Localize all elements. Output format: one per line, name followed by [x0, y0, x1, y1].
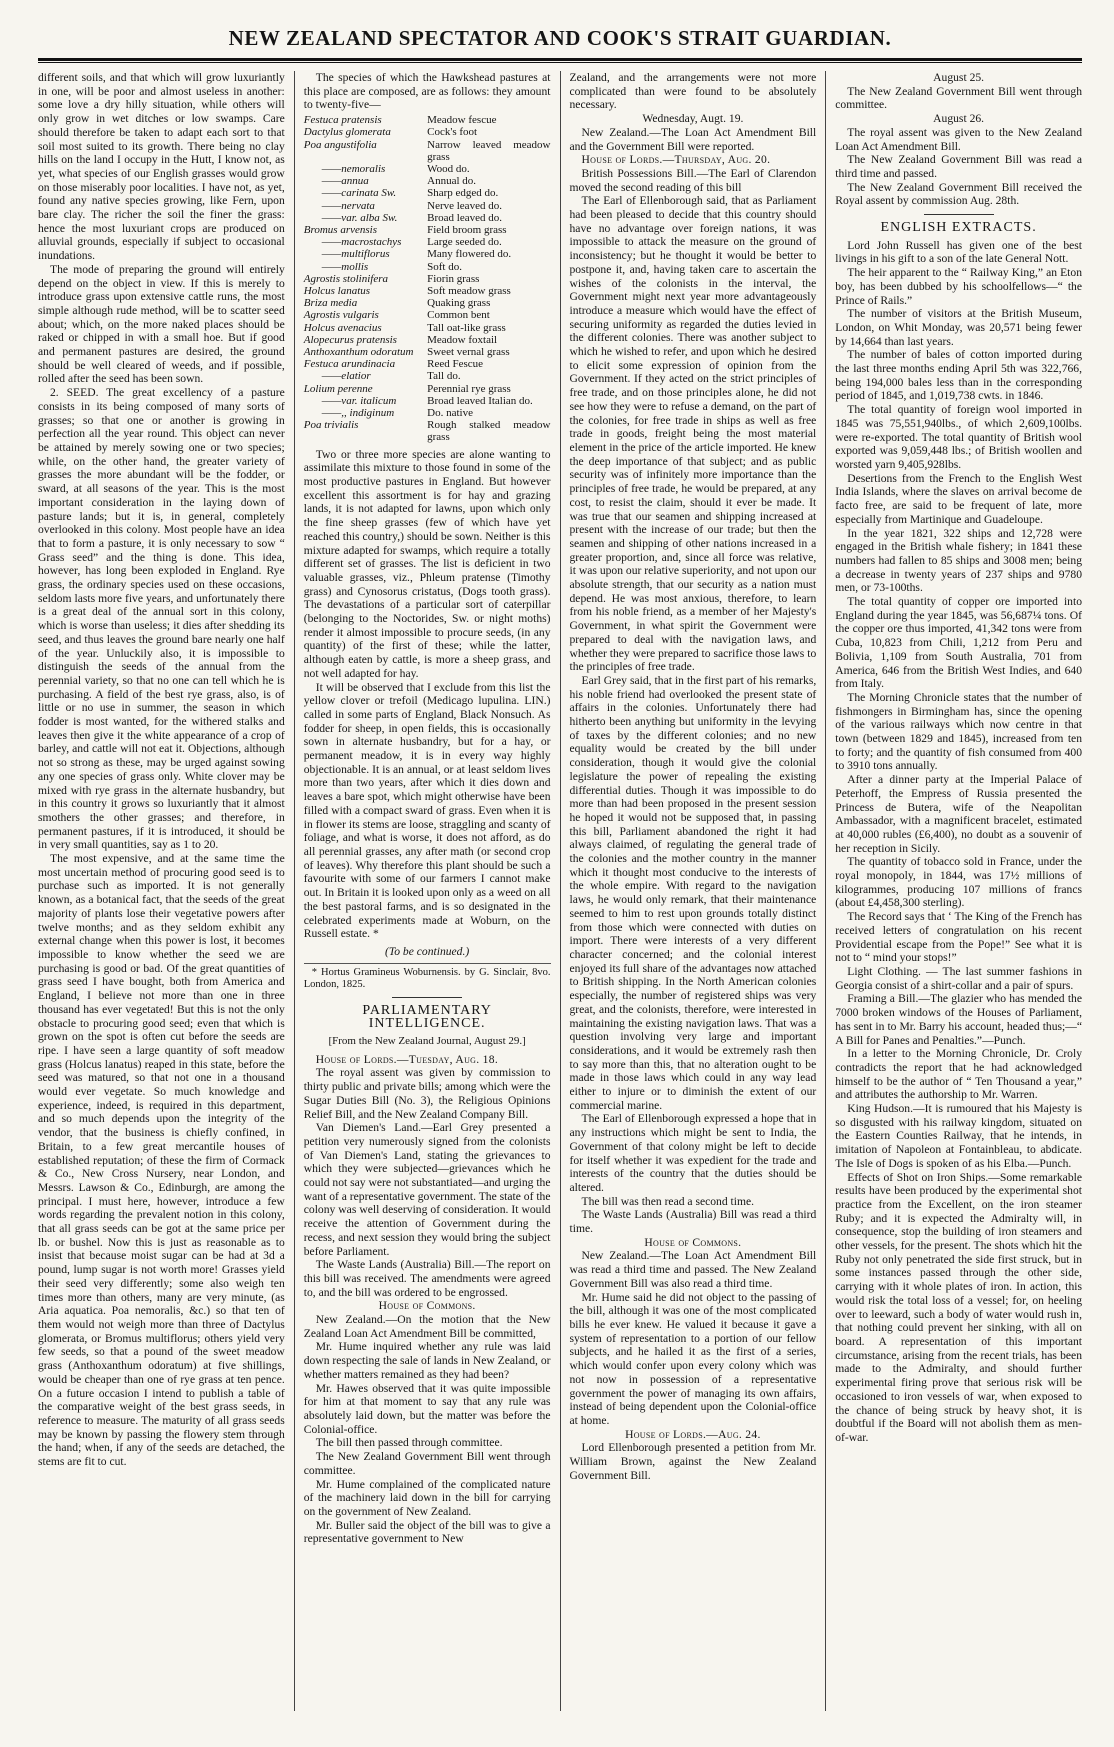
grass-row — [304, 163, 551, 175]
footnote: * Hortus Gramineus Woburnensis. by G. Sinclair, 8vo. London, 1825. — [304, 963, 551, 991]
article-paragraph: Zealand, and the arrangements were not more complicated than were found to be absolutely necessary. — [569, 71, 817, 112]
source-line: [From the New Zealand Journal, August 29.] — [328, 1035, 526, 1048]
article-paragraph: Effects of Shot on Iron Ships.—Some remarkable results have been produced by the experimental shot practice from the Excellent, on the iron steamer Ruby; and it is expected the Admiralty will, in consequence, stop the building of iron steamers and other vessels, for the present. The shots which hit the Ruby not only penetrated the side first struck, but in some instances passed through the other side, carrying with it whole plates of iron. In action, this would risk the total loss of a vessel; for, on heeling over to leeward, such a body of water would rush in, that nothing could prevent her sinking, with all on board. A representation of this important circumstance, arising from the recent trials, has been made to the Admiralty, and should further experimental firing prove that serious risk will be occasioned to iron vessels of war, when exposed to the chance of being struck by heavy shot, it is doubtful if the Board will not abolish them as men-of-war. — [835, 1170, 1082, 1444]
columns — [38, 71, 1082, 1711]
grass-common-name: Field broom grass — [427, 223, 507, 236]
grass-row — [304, 322, 551, 334]
grass-scientific-name: ——var. italicum — [321, 394, 397, 407]
article-paragraph: Light Clothing. — The last summer fashions in Georgia consist of a shirt-collar and a pair of spurs. — [835, 965, 1082, 992]
grass-common-name: Reed Fescue — [427, 358, 484, 371]
section-heading: ENGLISH EXTRACTS. — [880, 220, 1037, 236]
grass-row — [304, 200, 551, 212]
grass-scientific-name: ——nemoralis — [321, 162, 386, 175]
session-heading: House of Lords.—Aug. 24. — [625, 1427, 761, 1441]
article-paragraph: In the year 1821, 322 ships and 12,728 were engaged in the British whale fishery; in 1841 these numbers had fallen to 85 ships and 3008 men; being a decrease in twenty years of 237 ships and 9780 men, or 73-100ths. — [835, 526, 1082, 595]
grass-scientific-name: Anthoxanthum odoratum — [303, 345, 414, 358]
session-heading: House of Commons. — [644, 1235, 742, 1249]
grass-row — [304, 370, 551, 382]
grass-scientific-name: ——nervata — [321, 199, 375, 212]
grass-common-name: Cock's foot — [427, 126, 478, 139]
grass-common-name: Narrow leaved meadow grass — [427, 138, 551, 163]
article-paragraph: The heir apparent to the “ Railway King,” an Eton boy, has been dubbed by his schoolfellows—“ the Prince of Rails.” — [835, 266, 1082, 307]
grass-row — [304, 358, 551, 370]
article-paragraph: The New Zealand Government Bill went through committee. — [303, 1450, 551, 1477]
grass-row — [304, 212, 551, 224]
grass-scientific-name: Festuca arundinacia — [303, 358, 396, 371]
grass-row — [304, 175, 551, 187]
article-paragraph: After a dinner party at the Imperial Palace of Peterhoff, the Empress of Russia presented the Princess de Butera, wife of the Neapolitan Ambassador, with a magnificent bracelet, estimated at 40,000 rubles (£6,400), no doubt as a souvenir of her reception in Sicily. — [835, 773, 1082, 855]
article-paragraph: The most expensive, and at the same time the most uncertain method of procuring good seed is to purchase such as imported. It is not generally known, as a botanical fact, that the seeds of the great majority of plants lose their vegetative powers after twelve months; and as they seldom exhibit any external change when this power is lost, it becomes impossible to know whether the seed we are purchasing is good or bad. Of the great quantities of grass seed I have bought, both from America and England, I believe not more than one in three thousand has ever vegetated! But this is not the only obstacle to procuring good seed; even that which is grown on the spot is often cut before the seeds are ripe. I have seen a large quantity of soft meadow grass (Holcus lanatus) reaped in this state, before the seed was matured, so that not one in a thousand would ever vegetate. So much knowledge and experience, indeed, is required in this department, and so much depends upon the integrity of the vendor, that the business is chiefly confined, in Britain, to a few great mercantile houses of established reputation; of these the firm of Cormack & Co., New Cross Nursery, near London, and Messrs. Lawson & Co., Edinburgh, are among the principal. I must here, however, introduce a few words regarding the prevalent notion in this colony, that all grass seeds can be got at the same price per lb. or bushel. Now this is just as reasonable as to insist that because moist sugar can be had at 3d a pound, lump sugar is not worth more! Grasses yield their seed very differently; some also weigh ten times more than others, many are very minute, (as Aria aquatica. Poa nemoralis, &c.) so that ten of them would not weigh more than three of Dactylus glomerata, or Bromus multiflorus; others yield very few seeds, so that a pound of the sweet meadow grass (Anthoxanthum odoratum) at five shillings, would be cheaper than one of rye grass at ten pence. On a future occasion I intend to publish a table of the comparative weight of the best grass seeds, in reference to measure. The maturity of all grass seeds may be known by passing the flowery stem through the hand; when, if any of the seeds are detached, the stems are fit to cut. — [38, 852, 285, 1469]
article-paragraph: Framing a Bill.—The glazier who has mended the 7000 broken windows of the Houses of Parliament, has sent in to Mr. Barry his account, headed thus;—“ A Bill for Panes and Penalties.”—Punch. — [835, 992, 1082, 1047]
grass-common-name: Nerve leaved do. — [427, 199, 502, 212]
article-paragraph: 2. SEED. The great excellency of a pasture consists in its being composed of many sorts of grasses; so that one or another is growing in perfection all the year round. This object can never be attained by merely sowing one or two species; while, on the other hand, the greater variety of grasses the more abundant will be the fodder, or sward, at all seasons of the year. This is the most important consideration in the laying down of pasture lands; but it is, in general, completely overlooked in this colony. Most people have an idea that to form a pasture, it is only necessary to sow “ Grass seed” and the thing is done. This idea, however, has long been exploded in England. Rye grass, the ordinary species used on these occasions, seldom lasts more five years, and unfortunately there is a great deal of the annual sort in this colony, which is worse than useless; it dies after shedding its seed, and thus leaves the ground bare nearly one half of the year. Unluckily also, it is impossible to distinguish the seeds of the annual from the perennial variety, so that no one can tell which he is purchasing. A field of the best rye grass, also, is of little or no use in summer, the season in which fodder is most wanted, for the withered stalks and leaves then give it the white appearance of a crop of barley, and cattle will not eat it. Objections, although not so strong as these, may be urged against sowing any one species of grass only. White clover may be mixed with rye grass in the alternate husbandry, but in this country it grows so luxuriantly that it almost smothers the other grasses; and therefore, in permanent pastures, if it is introduced, it should be in very small quantities, say as 1 to 20. — [38, 386, 285, 852]
article-paragraph: The New Zealand Government Bill went through committee. — [835, 84, 1082, 112]
masthead-title: NEW ZEALAND SPECTATOR AND COOK'S STRAIT GUARDIAN. — [228, 26, 892, 50]
grass-scientific-name: Lolium perenne — [303, 382, 373, 395]
column-2 — [294, 71, 560, 1711]
article-paragraph: The mode of preparing the ground will entirely depend on the object in view. If this is merely to introduce grass upon extensive cattle runs, the most simple although rude method, will be to scatter seed about; which, on the more naked places should be raked or chipped in with a small hoe. But if good and permanent pastures are desired, the ground should be well cleared of weeds, and if possible, rolled after the seed has been sown. — [38, 262, 285, 386]
grass-common-name: Soft do. — [427, 260, 462, 273]
article-paragraph: The number of visitors at the British Museum, London, on Whit Monday, was 20,571 being fewer by 14,664 than last years. — [835, 307, 1082, 348]
date-heading: August 25. — [933, 71, 985, 84]
article-paragraph: The species of which the Hawkshead pastures at this place are composed, are as follows: they amount to twenty-five— — [303, 71, 551, 112]
article-paragraph: The total quantity of copper ore imported into England during the year 1845, was 56,687¼ tons. Of the copper ore thus imported, 41,342 tons were from Cuba, 10,823 from Chili, 1,212 from Peru and Bolivia, 1,109 from South Australia, 701 from America, 646 from the British West Indies, and 640 from Italy. — [835, 595, 1082, 691]
grass-scientific-name: ——,, indiginum — [321, 406, 395, 419]
grass-common-name: Broad leaved Italian do. — [427, 394, 533, 407]
grass-row — [304, 114, 551, 126]
column-3 — [560, 71, 826, 1711]
article-paragraph: Mr. Hume inquired whether any rule was laid down respecting the sale of lands in New Zealand, or whether matters remained as they had been? — [303, 1340, 551, 1381]
grass-row — [304, 261, 551, 273]
article-paragraph: It will be observed that I exclude from this list the yellow clover or trefoil (Medicago lupulina. LIN.) called in some parts of England, Black Nonsuch. As fodder for sheep, in open fields, this is occasionally sown in alternate husbandry, but for a hay, or permanent meadow, it is in every way highly objectionable. It is an annual, or at least seldom lives more than two years, after which it dies down and leaves a bare spot, which might otherwise have been filled with a compact sward of grass. Even when it is in flower its stems are loose, straggling and scanty of foliage, and what is worse, it does not afford, as do all perennial grasses, any after math (or second crop of leaves). Why therefore this plant should be such a favourite with some of our farmers I cannot make out. In Britain it is looked upon only as a weed on all the best pastoral farms, and is so designated in the celebrated experiments made at Woburn, on the Russell estate. * — [303, 680, 551, 941]
grass-scientific-name: Agrostis stolinifera — [303, 272, 388, 285]
article-paragraph: Lord John Russell has given one of the best livings in his gift to a son of the late General Nott. — [835, 238, 1082, 266]
grass-row — [304, 248, 551, 260]
grass-common-name: Large seeded do. — [427, 236, 502, 249]
grass-scientific-name: Holcus avenacius — [303, 321, 382, 334]
grass-scientific-name: ——annua — [321, 175, 369, 188]
article-paragraph: The Waste Lands (Australia) Bill.—The report on this bill was received. The amendments were agreed to, and the bill was ordered to be engrossed. — [303, 1258, 551, 1299]
article-paragraph: New Zealand.—The Loan Act Amendment Bill and the Government Bill were reported. — [569, 125, 817, 153]
grass-scientific-name: ——mollis — [321, 260, 369, 273]
article-paragraph: The total quantity of foreign wool imported in 1845 was 75,551,940lbs., of which 2,609,100lbs. were re-exported. The total quantity of British wool exported was 9,059,448 lbs.; of British woollen and worsted yarn 9,405,928lbs. — [835, 403, 1082, 471]
grass-scientific-name: Bromus arvensis — [303, 223, 377, 236]
article-paragraph: Mr. Hawes observed that it was quite impossible for him at that moment to say that any rule was absolutely laid down, but the matter was before the Colonial-office. — [303, 1381, 551, 1436]
grass-scientific-name: Dactylus glomerata — [303, 126, 391, 139]
grass-common-name: Meadow fescue — [427, 114, 497, 127]
grass-scientific-name: Holcus lanatus — [303, 284, 371, 297]
grass-scientific-name: Poa trivialis — [303, 419, 359, 432]
grass-common-name: Many flowered do. — [427, 248, 512, 261]
article-paragraph: The Earl of Ellenborough said, that as Parliament had been pleased to decide that this country should have no advantage over foreign nations, it was impossible to attack the measure on the ground of inconsistency; but he thought it would be better to postpone it, and, having taken care to ascertain the wishes of the colonists in the interval, the Government might next year more advantageously introduce a measure which would have the effect of securing uniformity as regarded the duties levied in the different colonies. There was another subject to which he wished to refer, and upon which he desired to elicit some expression of opinion from the Government. If they acted on the strict principles of free trade, and on those principles alone, he did not see how they were to refuse a demand, on the part of the colonies, for free trade in ships as well as free trade in goods, freight being the most material element in the price of the article imported. He knew the deep importance of that subject; and as public security was of infinitely more importance than the principles of free trade, he would be prepared, at any cost, to resist the claim, should it ever be made. It was true that our seamen and shipping increased at present with the increase of our trade; but then the seamen and shipping of other nations increased in a greater proportion, and, since all force was relative, it was upon our relative superiority, and not upon our absolute strength, that our security as a nation must depend. He was most anxious, therefore, to learn from his noble friend, as a member of her Majesty's Government, in what spirit the Government were prepared to deal with the navigation laws, and whether they were prepared to sacrifice those laws to the principles of free trade. — [569, 194, 817, 674]
grass-scientific-name: ——carinata Sw. — [321, 187, 397, 200]
masthead-rule-thin — [38, 62, 1082, 63]
grass-common-name: Tall oat-like grass — [427, 321, 506, 334]
grass-common-name: Broad leaved do. — [427, 211, 502, 224]
article-paragraph: Desertions from the French to the English West India Islands, where the slaves on arrival become de facto free, are said to be frequent of late, more especially from Martinique and Guadeloupe. — [835, 471, 1082, 526]
article-paragraph: The bill was then read a second time. — [581, 1194, 755, 1208]
grass-common-name: Soft meadow grass — [427, 284, 511, 297]
grass-common-name: Do. native — [427, 406, 473, 419]
article-paragraph: The Earl of Ellenborough expressed a hope that in any instructions which might be sent to India, the Government of that colony might be left to decide for itself whether it was expedient for the trade and interests of the country that the duties should be altered. — [569, 1112, 817, 1194]
grass-row — [304, 273, 551, 285]
grass-common-name: Tall do. — [427, 370, 461, 383]
grass-scientific-name: Festuca pratensis — [303, 114, 382, 127]
grass-scientific-name: Briza media — [303, 297, 358, 310]
divider — [392, 997, 462, 998]
article-paragraph: The royal assent was given to the New Zealand Loan Act Amendment Bill. — [835, 125, 1082, 153]
grass-row — [304, 297, 551, 309]
article-paragraph: In a letter to the Morning Chronicle, Dr. Croly contradicts the report that he had acknowledged himself to be the author of “ Ten Thousand a year,” and attributes the authorship to Mr. Warren. — [835, 1047, 1082, 1102]
divider — [924, 214, 994, 215]
session-heading: House of Lords.—Tuesday, Aug. 18. — [315, 1052, 499, 1066]
grass-row — [304, 395, 551, 407]
grass-common-name: Wood do. — [427, 162, 470, 175]
article-paragraph: British Possessions Bill.—The Earl of Clarendon moved the second reading of this bill — [569, 166, 817, 194]
continued-note: (To be continued.) — [384, 944, 470, 958]
grass-common-name: Annual do. — [427, 175, 477, 188]
article-paragraph: Mr. Buller said the object of the bill was to give a representative government to New — [303, 1518, 551, 1546]
grass-row — [304, 407, 551, 419]
grass-row — [304, 383, 551, 395]
grass-row — [304, 236, 551, 248]
article-paragraph: Earl Grey said, that in the first part of his remarks, his noble friend had overlooked the present state of affairs in the colonies. Unfortunately there had hitherto been anything but uniformity in the levying of taxes by the different colonies; and no new equality would be created by the bill under consideration, though it would give the colonial legislature the power of repealing the existing differential duties. Though it was impossible to do more than had been proposed in the present session he hoped it would not be supposed that, in passing this bill, Parliament abandoned the right it had always claimed, of regulating the general trade of the colonies and the mother country in the manner which it thought most conducive to the interests of the whole empire. With regard to the navigation laws, he would only remark, that their maintenance seemed to him to rest upon grounds totally distinct from those which were connected with duties on import. There were interests of a very different character concerned; and the colonial interest enjoyed its full share of the advantages now attached to British shipping. In the North American colonies especially, the number of registered ships was very great, and the colonists, therefore, were interested in maintaining the existing navigation laws. That was a question involving very large and important considerations, and it would be extremely rash then to say more than this, that no alteration ought to be made in those laws which could in any way lead either to injure or to diminish the extent of our commercial marine. — [569, 673, 817, 1112]
grass-scientific-name: ——multiflorus — [321, 248, 390, 261]
article-paragraph: Van Diemen's Land.—Earl Grey presented a petition very numerously signed from the colonists of Van Diemen's Land, stating the grievances to which they were subjected—grievances which he could not say were not substantiated—and urging the want of a representative government. The state of the colony was well deserving of consideration. It would receive the attention of Government during the recess, and next session they would bring the subject before Parliament. — [303, 1121, 551, 1258]
grass-scientific-name: Agrostis vulgaris — [303, 309, 379, 322]
section-heading: PARLIAMENTARY INTELLIGENCE. — [362, 1002, 492, 1032]
grass-row — [304, 224, 551, 236]
article-paragraph: Two or three more species are alone wanting to assimilate this mixture to those found in some of the most productive pastures in England. But however excellent this assortment is for hay and grazing lands, it is not adapted for lawns, upon which only the fine sheep grasses (few of which have yet reached this country,) should be sown. Neither is this mixture adapted for swamps, which require a totally different set of grasses. The list is deficient in two valuable grasses, viz., Phleum pratense (Timothy grass) and Cynosorus cristatus, (Dogs tooth grass). The devastations of a particular sort of caterpillar (belonging to the Noctorides, Sw. or night moths) render it almost impossible to procure seeds, (in any quantity) of the first of these; while the latter, although eaten by cattle, is more a sheep grass, and not well adapted for hay. — [303, 447, 551, 680]
grass-common-name: Common bent — [427, 309, 490, 322]
article-paragraph: New Zealand.—On the motion that the New Zealand Loan Act Amendment Bill be committed, — [303, 1313, 551, 1340]
date-heading: August 26. — [933, 112, 985, 126]
grass-common-name: Sharp edged do. — [427, 187, 499, 200]
grass-scientific-name: ——macrostachys — [321, 236, 402, 249]
grass-row — [304, 126, 551, 138]
grass-row — [304, 285, 551, 297]
article-paragraph: New Zealand.—The Loan Act Amendment Bill was read a third time and passed. The New Zealand Government Bill was also read a third time. — [569, 1249, 817, 1290]
article-paragraph: The quantity of tobacco sold in France, under the royal monopoly, in 1844, was 17½ millions of kilogrammes, producing 107 millions of francs (about £4,458,300 sterling). — [835, 855, 1082, 910]
article-paragraph: The Record says that ‘ The King of the French has received letters of congratulation on his recent Providential escape from the Pope!” See what it is not to “ mind your stops!” — [835, 910, 1082, 965]
article-paragraph: Mr. Hume complained of the complicated nature of the machinery laid down in the bill for carrying on the government of New Zealand. — [303, 1477, 551, 1518]
grass-row — [304, 187, 551, 199]
article-paragraph: The Morning Chronicle states that the number of fishmongers in Birmingham has, since the opening of the various railways which now centre in that town (between 1829 and 1845), increased from ten to forty; and the quantity of fish consumed from 400 to 3910 tons annually. — [835, 690, 1082, 773]
column-4 — [825, 71, 1082, 1711]
grass-common-name: Fiorin grass — [427, 272, 480, 285]
grass-scientific-name: ——elatior — [321, 370, 371, 383]
grass-row — [304, 334, 551, 346]
masthead-rule — [38, 58, 1082, 61]
grass-row — [304, 419, 551, 443]
column-1 — [38, 71, 294, 1711]
grass-common-name: Meadow foxtail — [427, 333, 498, 346]
article-paragraph: The bill then passed through committee. — [315, 1436, 503, 1450]
grass-common-name: Sweet vernal grass — [427, 345, 510, 358]
article-paragraph: Mr. Hume said he did not object to the passing of the bill, although it was one of the most complicated bills he ever knew. He valued it because it gave a system of representation to a portion of our fellow subjects, and he hailed it as the first of a series, which would confer upon every colony which was not now in possession of a representative government the power of managing its own affairs, instead of being dependent upon the Colonial-office at home. — [569, 1290, 817, 1427]
article-paragraph: Lord Ellenborough presented a petition from Mr. William Brown, against the New Zealand Government Bill. — [569, 1441, 817, 1482]
date-heading: Wednesday, Augt. 19. — [642, 112, 744, 126]
article-paragraph: The royal assent was given by commission to thirty public and private bills; among which were the Sugar Duties Bill (No. 3), the Religious Opinions Relief Bill, and the New Zealand Company Bill. — [303, 1066, 551, 1121]
grass-row — [304, 139, 551, 163]
grass-species-table — [304, 114, 551, 443]
session-heading: House of Lords.—Thursday, Aug. 20. — [581, 153, 771, 167]
grass-common-name: Rough stalked meadow grass — [427, 419, 551, 444]
grass-common-name: Perennial rye grass — [427, 382, 511, 395]
article-paragraph: King Hudson.—It is rumoured that his Majesty is so disgusted with his railway kingdom, situated on the Eastern Counties Railway, that he intends, in imitation of Napoleon at Fontainbleau, to abdicate. The Isle of Dogs is spoken of as his Elba.—Punch. — [835, 1102, 1082, 1170]
article-paragraph: The number of bales of cotton imported during the last three months ending April 5th was 322,766, being 194,000 bales less than in the corresponding period of 1845, and 1,019,738 cwts. in 1846. — [835, 348, 1082, 403]
grass-scientific-name: Alopecurus pratensis — [303, 333, 397, 346]
grass-common-name: Quaking grass — [427, 297, 491, 310]
session-heading: House of Commons. — [378, 1299, 476, 1313]
grass-scientific-name: Poa angustifolia — [303, 138, 377, 151]
grass-row — [304, 346, 551, 358]
article-paragraph: different soils, and that which will grow luxuriantly in one, will be poor and almost useless in another: some love a dry hilly situation, while others will only grow in wet ditches or low swamps. Care should therefore be taken to adapt each sort to that soil most suited to its growth. There being no clay hills on the land I occupy in the Hutt, I know not, as yet, what species of our English grasses would grow on those miserably poor localities. I have not, as yet, found any native species growing, like Fern, upon bare clay. The richer the soil the finer the grass: hence the most luxuriant crops are produced on alluvial grounds, especially if subject to occasional inundations. — [38, 71, 285, 263]
grass-row — [304, 309, 551, 321]
article-paragraph: The Waste Lands (Australia) Bill was read a third time. — [569, 1208, 817, 1236]
grass-scientific-name: ——var. alba Sw. — [321, 211, 398, 224]
article-paragraph: The New Zealand Government Bill was read a third time and passed. — [835, 153, 1082, 180]
article-paragraph: The New Zealand Government Bill received the Royal assent by commission Aug. 28th. — [835, 180, 1082, 208]
